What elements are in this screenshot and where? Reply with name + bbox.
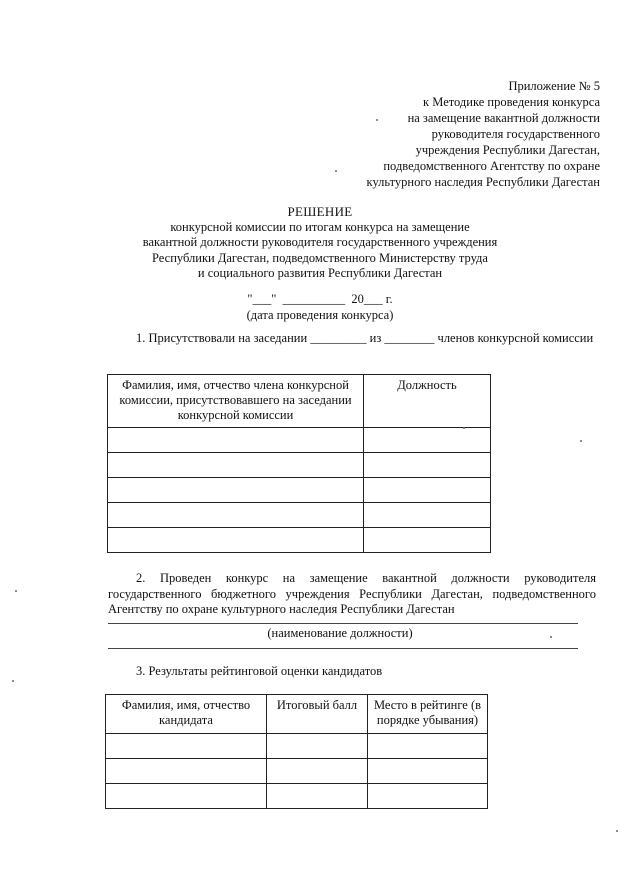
scan-speck	[376, 119, 378, 121]
table-cell	[267, 784, 368, 809]
appendix-line: руководителя государственного	[431, 127, 600, 141]
section-3-content: 3. Результаты рейтинговой оценки кандидатов	[136, 664, 383, 678]
section-2-content: 2. Проведен конкурс на замещение вакантной должности руководителя государственного бюджетного учреждения Республики Дагестан, подведомственного Агентству по охране культурного наследия Республики Дагестан	[108, 571, 596, 616]
table-cell	[368, 734, 488, 759]
position-name-caption: (наименование должности)	[267, 626, 413, 640]
blank-line	[108, 648, 578, 649]
appendix-header	[367, 78, 600, 190]
column-header-rank: Место в рейтинге (в порядке убывания)	[368, 695, 488, 734]
table-cell	[108, 503, 364, 528]
table-cell	[108, 478, 364, 503]
table-cell	[364, 428, 491, 453]
appendix-line: на замещение вакантной должности	[407, 111, 600, 125]
table-cell	[364, 528, 491, 553]
table-cell	[108, 428, 364, 453]
blank-line	[108, 623, 578, 624]
section-1-text	[108, 331, 596, 347]
scan-speck	[463, 427, 465, 429]
decision-title-block	[0, 204, 640, 282]
scan-speck	[335, 170, 337, 172]
scan-speck	[12, 680, 14, 682]
scan-speck	[616, 830, 618, 832]
column-header-position: Должность	[364, 375, 491, 428]
title-line: и социального развития Республики Дагестан	[197, 266, 443, 280]
title-line: Республики Дагестан, подведомственного Министерству труда	[152, 250, 488, 265]
appendix-line: к Методике проведения конкурса	[423, 95, 600, 109]
table-cell	[267, 734, 368, 759]
table-row	[108, 478, 491, 503]
scan-speck	[550, 636, 552, 638]
column-header-candidate-name: Фамилия, имя, отчество кандидата	[106, 695, 267, 734]
scan-speck	[580, 440, 582, 442]
table-row	[108, 453, 491, 478]
table-cell	[106, 759, 267, 784]
candidates-rating-table	[105, 694, 488, 809]
date-line: "___" __________ 20___ г.	[247, 292, 393, 306]
table-row	[106, 784, 488, 809]
document-title: РЕШЕНИЕ	[287, 204, 353, 219]
column-header-total-score: Итоговый балл	[267, 695, 368, 734]
table-cell	[364, 453, 491, 478]
table-row	[108, 503, 491, 528]
table-cell	[364, 503, 491, 528]
appendix-line: учреждения Республики Дагестан,	[415, 143, 600, 157]
table-row	[108, 428, 491, 453]
commission-members-table	[107, 374, 491, 553]
appendix-line: культурного наследия Республики Дагестан	[366, 175, 600, 189]
date-caption: (дата проведения конкурса)	[246, 307, 394, 322]
table-row	[108, 528, 491, 553]
table-cell	[267, 759, 368, 784]
table-cell	[106, 734, 267, 759]
table-cell	[368, 784, 488, 809]
section-2-text	[108, 571, 596, 618]
title-line: конкурсной комиссии по итогам конкурса на замещение	[170, 219, 470, 234]
table-cell	[108, 528, 364, 553]
appendix-line: Приложение № 5	[508, 79, 600, 93]
table-row	[106, 734, 488, 759]
section-3-text	[108, 664, 596, 680]
table-cell	[364, 478, 491, 503]
table-cell	[368, 759, 488, 784]
scan-speck	[15, 590, 17, 592]
column-header-member-name: Фамилия, имя, отчество члена конкурсной комиссии, присутствовавшего на заседании конкурсной комиссии	[108, 375, 364, 428]
table-cell	[106, 784, 267, 809]
appendix-line: подведомственного Агентству по охране	[383, 159, 600, 173]
date-block	[0, 292, 640, 323]
section-1-content: 1. Присутствовали на заседании _________ из ________ членов конкурсной комиссии	[136, 331, 594, 345]
table-cell	[108, 453, 364, 478]
table-row	[106, 759, 488, 784]
title-line: вакантной должности руководителя государственного учреждения	[142, 235, 498, 249]
